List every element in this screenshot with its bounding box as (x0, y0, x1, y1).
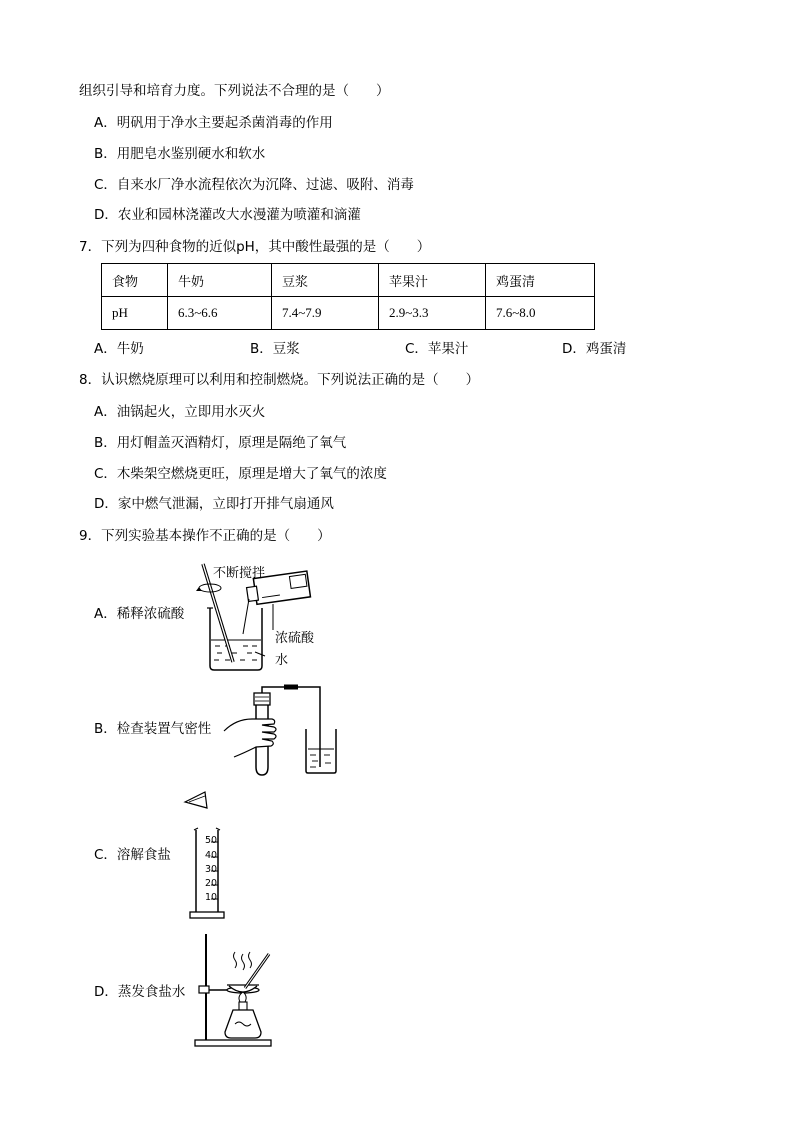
airtightness-figure (222, 683, 357, 778)
evaporation-figure (193, 932, 285, 1050)
q7-option-d[interactable]: D．鸡蛋清 (562, 341, 627, 357)
table-cell: 牛奶 (168, 264, 272, 297)
table-cell: 苹果汁 (379, 264, 486, 297)
q9-option-d[interactable]: D．蒸发食盐水 (94, 984, 186, 1000)
cylinder-mark-10: 10 (205, 892, 218, 903)
table-cell: 豆浆 (272, 264, 379, 297)
q6-option-d[interactable]: D．农业和园林浇灌改大水漫灌为喷灌和滴灌 (94, 207, 361, 223)
q8-option-a[interactable]: A．油锅起火，立即用水灭火 (94, 404, 266, 420)
table-cell: 7.6~8.0 (486, 297, 595, 330)
table-row (102, 297, 595, 330)
table-cell: 6.3~6.6 (168, 297, 272, 330)
q6-option-c[interactable]: C．自来水厂净水流程依次为沉降、过滤、吸附、消毒 (94, 177, 414, 193)
cylinder-mark-20: 20 (205, 878, 218, 889)
q9-stem: 9．下列实验基本操作不正确的是（ ） (79, 528, 331, 544)
q8-option-c[interactable]: C．木柴架空燃烧更旺，原理是增大了氧气的浓度 (94, 466, 387, 482)
q8-option-d[interactable]: D．家中燃气泄漏，立即打开排气扇通风 (94, 496, 334, 512)
q9-option-a[interactable]: A．稀释浓硫酸 (94, 606, 185, 622)
table-row (102, 264, 595, 297)
q8-option-b[interactable]: B．用灯帽盖灭酒精灯，原理是隔绝了氧气 (94, 435, 347, 451)
q9-option-c[interactable]: C．溶解食盐 (94, 847, 171, 863)
table-cell: 7.4~7.9 (272, 297, 379, 330)
acid-label: 浓硫酸 (275, 631, 315, 646)
cylinder-mark-40: 40 (205, 850, 218, 861)
table-cell: 鸡蛋清 (486, 264, 595, 297)
q8-stem: 8．认识燃烧原理可以利用和控制燃烧。下列说法正确的是（ ） (79, 372, 480, 388)
cylinder-mark-50: 50 (205, 835, 218, 846)
stir-label: 不断搅拌 (213, 566, 266, 581)
table-cell: 2.9~3.3 (379, 297, 486, 330)
q6-option-b[interactable]: B．用肥皂水鉴别硬水和软水 (94, 146, 266, 162)
ph-table (101, 263, 595, 330)
q9-option-b[interactable]: B．检查装置气密性 (94, 721, 212, 737)
q6-option-a[interactable]: A．明矾用于净水主要起杀菌消毒的作用 (94, 115, 333, 131)
q7-option-c[interactable]: C．苹果汁 (405, 341, 469, 357)
water-label: 水 (275, 653, 289, 668)
q7-stem: 7．下列为四种食物的近似pH，其中酸性最强的是（ ） (79, 239, 431, 255)
q6-stem-continuation: 组织引导和培育力度。下列说法不合理的是（ ） (79, 83, 390, 99)
table-cell: 食物 (102, 264, 168, 297)
q7-option-a[interactable]: A．牛奶 (94, 341, 144, 357)
q7-option-b[interactable]: B．豆浆 (250, 341, 300, 357)
table-cell: pH (102, 297, 168, 330)
cylinder-mark-30: 30 (205, 864, 218, 875)
